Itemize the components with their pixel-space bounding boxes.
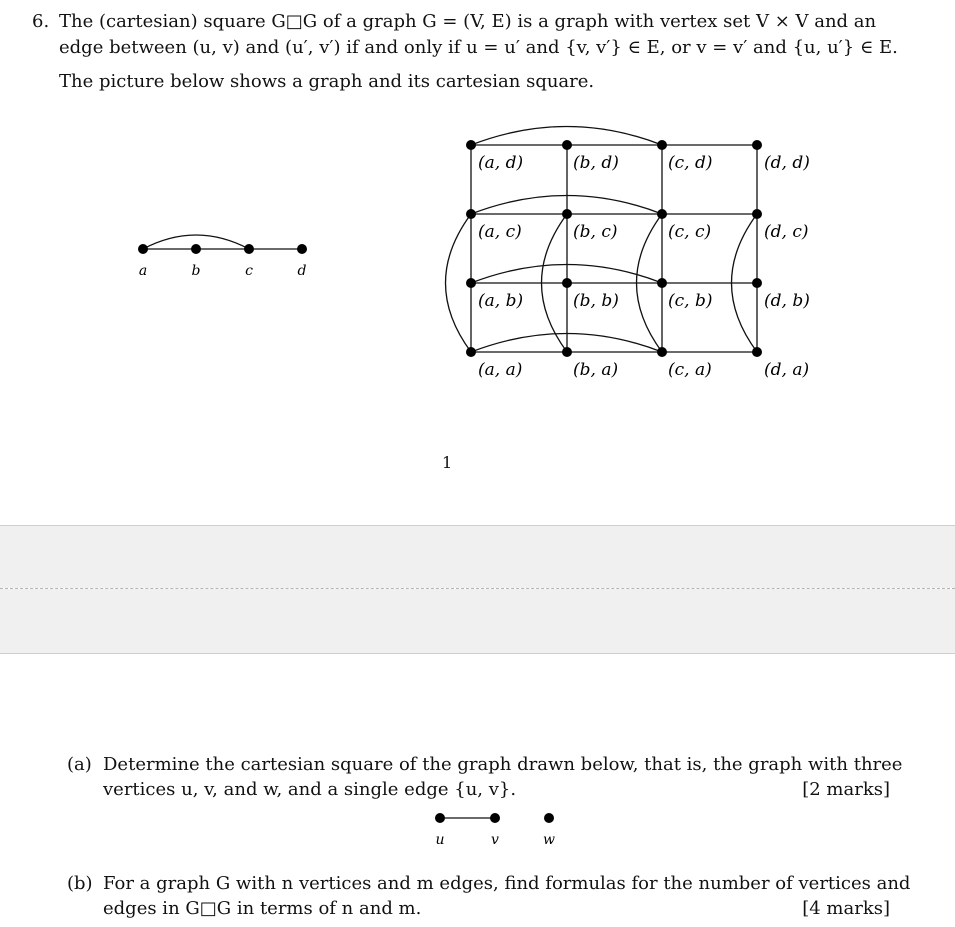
square-label-a-c: (a, c) bbox=[478, 222, 522, 242]
square-label-d-d: (d, d) bbox=[764, 153, 810, 173]
square-label-b-b: (b, b) bbox=[573, 291, 619, 311]
square-label-b-a: (b, a) bbox=[573, 360, 619, 380]
square-label-c-b: (c, b) bbox=[668, 291, 713, 311]
square-label-a-d: (a, d) bbox=[478, 153, 524, 173]
part-a-label-u: u bbox=[435, 832, 445, 848]
question-line-1: The (cartesian) square G□G of a graph G = (V, E) is a graph with vertex set V × V and an bbox=[59, 11, 877, 32]
part-a-line-1: Determine the cartesian square of the graph drawn below, that is, the graph with three bbox=[103, 754, 903, 775]
part-a-line-2: vertices u, v, and w, and a single edge {u, v}. bbox=[103, 779, 517, 800]
small-graph-label-d: d bbox=[297, 263, 307, 279]
square-label-c-c: (c, c) bbox=[668, 222, 712, 242]
small-graph-label-a: a bbox=[138, 263, 148, 279]
part-a-marks: [2 marks] bbox=[802, 779, 890, 800]
small-graph-label-c: c bbox=[245, 263, 253, 279]
square-label-a-b: (a, b) bbox=[478, 291, 524, 311]
question-number: 6. bbox=[32, 11, 50, 32]
square-label-d-c: (d, c) bbox=[764, 222, 809, 242]
part-a-vertex-v bbox=[490, 813, 500, 823]
square-label-d-b: (d, b) bbox=[764, 291, 810, 311]
question-line-2: edge between (u, v) and (u′, v′) if and only if u = u′ and {v, v′} ∈ E, or v = v′ and {u, u′} ∈ E. bbox=[59, 37, 898, 58]
part-a-vertex-u bbox=[435, 813, 445, 823]
part-a-label-v: v bbox=[491, 832, 499, 848]
square-label-c-a: (c, a) bbox=[668, 360, 712, 380]
square-label-a-a: (a, a) bbox=[478, 360, 523, 380]
question-line-3: The picture below shows a graph and its cartesian square. bbox=[59, 71, 595, 92]
square-label-c-d: (c, d) bbox=[668, 153, 713, 173]
page-number: 1 bbox=[442, 453, 453, 472]
part-a-label-w: w bbox=[543, 832, 555, 848]
square-label-b-c: (b, c) bbox=[573, 222, 618, 242]
part-b-line-2: edges in G□G in terms of n and m. bbox=[103, 898, 422, 919]
square-label-b-d: (b, d) bbox=[573, 153, 619, 173]
part-b-line-1: For a graph G with n vertices and m edges, find formulas for the number of vertices and bbox=[103, 873, 911, 894]
part-a-vertex-w bbox=[544, 813, 554, 823]
part-b-marks: [4 marks] bbox=[802, 898, 890, 919]
small-graph-label-b: b bbox=[191, 263, 201, 279]
part-a-label: (a) bbox=[67, 754, 92, 775]
part-b-label: (b) bbox=[67, 873, 93, 894]
square-label-d-a: (d, a) bbox=[764, 360, 810, 380]
